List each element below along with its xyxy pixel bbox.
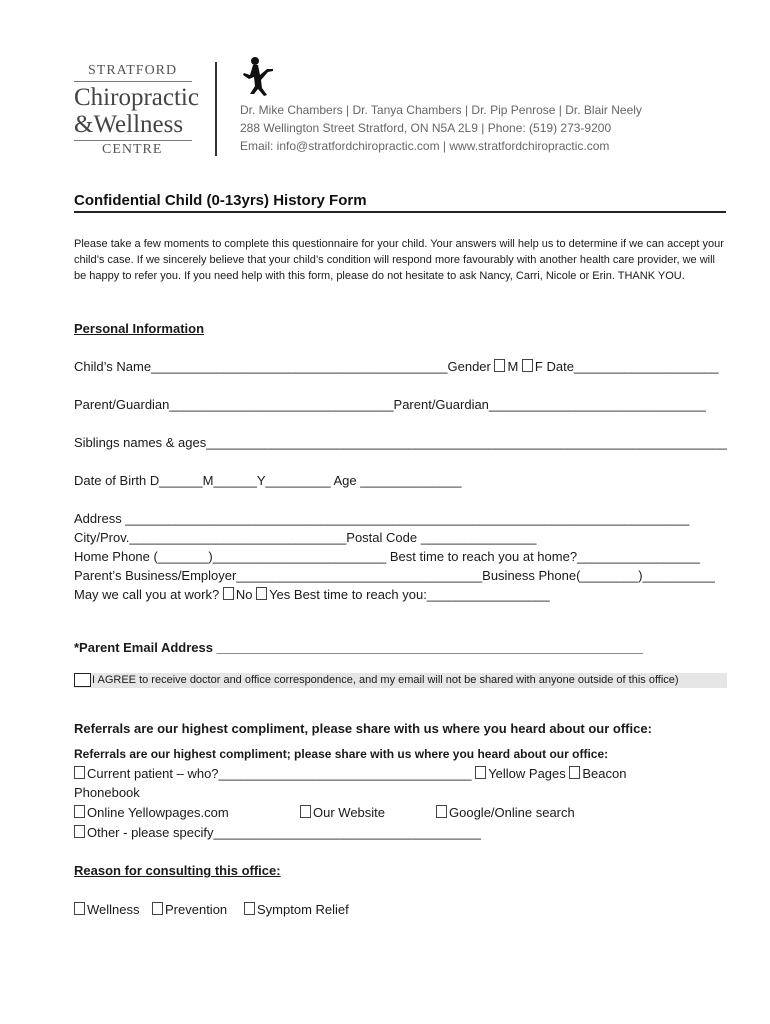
gender-f-date-field[interactable]: F Date____________________ <box>534 359 719 374</box>
call-at-work-row <box>74 587 550 602</box>
other-option <box>74 825 481 840</box>
yellow-pages-label: Yellow Pages <box>488 766 570 781</box>
address-field[interactable]: Address ______________________________________________________________________________ <box>74 511 690 526</box>
prevention-checkbox[interactable] <box>152 902 163 915</box>
online-yellowpages-option <box>74 805 229 820</box>
child-name-row <box>74 359 719 374</box>
beacon-label: Beacon <box>582 766 627 781</box>
header-contact: Email: info@stratfordchiropractic.com | www.stratfordchiropractic.com <box>240 139 610 153</box>
symptom-relief-option <box>244 902 349 917</box>
our-website-checkbox[interactable] <box>300 805 311 818</box>
online-yellowpages-checkbox[interactable] <box>74 805 85 818</box>
current-patient-field[interactable]: Current patient – who?___________________________________ <box>87 766 476 781</box>
form-title: Confidential Child (0-13yrs) History Form <box>74 192 367 209</box>
call-yes-best-time-field[interactable]: Yes Best time to reach you:_________________ <box>269 587 550 602</box>
beacon-checkbox[interactable] <box>569 766 580 779</box>
parent-email-field[interactable]: *Parent Email Address ___________________________________________________________ <box>74 640 644 655</box>
business-field[interactable]: Parent’s Business/Employer__________________________________Business Phone(________)__________ <box>74 568 715 583</box>
gender-f-checkbox[interactable] <box>522 359 533 372</box>
yellow-pages-checkbox[interactable] <box>475 766 486 779</box>
gender-m-label: M <box>507 359 522 374</box>
wellness-option <box>74 902 140 917</box>
agree-checkbox[interactable] <box>74 673 91 687</box>
city-postal-field[interactable]: City/Prov.______________________________Postal Code ________________ <box>74 530 537 545</box>
personal-info-heading: Personal Information <box>74 321 205 336</box>
intro-paragraph: Please take a few moments to complete this questionnaire for your child. Your answers will help us to determine if we can accept your child’s case. If we sincerely believe that your child’s condition will respond more favourably with another health care provider, we will be happy to refer you. If you need help with this form, please do not hesitate to ask Nancy, Carri, Nicole or Erin. THANK YOU. <box>74 238 724 282</box>
other-checkbox[interactable] <box>74 825 85 838</box>
call-yes-checkbox[interactable] <box>256 587 267 600</box>
reason-heading: Reason for consulting this office: <box>74 863 281 878</box>
logo-bottom-text: CENTRE <box>102 142 163 157</box>
google-option <box>436 805 575 820</box>
prevention-label: Prevention <box>165 902 228 917</box>
symptom-relief-checkbox[interactable] <box>244 902 255 915</box>
siblings-field[interactable]: Siblings names & ages________________________________________________________________________ <box>74 435 727 450</box>
logo-top-text: STRATFORD <box>88 63 178 78</box>
call-no-checkbox[interactable] <box>223 587 234 600</box>
referral-row-1 <box>74 766 626 781</box>
header-address: 288 Wellington Street Stratford, ON N5A 2L9 | Phone: (519) 273-9200 <box>240 121 612 135</box>
referrals-subheading: Referrals are our highest compliment; please share with us where you heard about our office: <box>74 747 609 761</box>
date-of-birth-field[interactable]: Date of Birth D______M______Y_________ Age ______________ <box>74 473 462 488</box>
referrals-heading: Referrals are our highest compliment, please share with us where you heard about our office: <box>74 721 652 736</box>
other-specify-field[interactable]: Other - please specify_____________________________________ <box>87 825 481 840</box>
current-patient-checkbox[interactable] <box>74 766 85 779</box>
home-phone-field[interactable]: Home Phone (_______)________________________ Best time to reach you at home?_________________ <box>74 549 700 564</box>
agree-text: I AGREE to receive doctor and office correspondence, and my email will not be shared with anyone outside of this office) <box>92 674 679 686</box>
parent-guardian-field[interactable]: Parent/Guardian_______________________________Parent/Guardian______________________________ <box>74 397 706 412</box>
header-divider <box>215 62 217 156</box>
google-checkbox[interactable] <box>436 805 447 818</box>
logo-line1: Chiropractic <box>74 84 199 111</box>
online-yellowpages-label: Online Yellowpages.com <box>87 805 229 820</box>
gender-m-checkbox[interactable] <box>494 359 505 372</box>
call-at-work-label: May we call you at work? <box>74 587 223 602</box>
logo-line2: &Wellness <box>74 111 184 138</box>
call-no-label: No <box>235 587 257 602</box>
google-label: Google/Online search <box>449 805 575 820</box>
symptom-relief-label: Symptom Relief <box>257 902 349 917</box>
header-doctors: Dr. Mike Chambers | Dr. Tanya Chambers | Dr. Pip Penrose | Dr. Blair Neely <box>240 103 642 117</box>
child-name-field[interactable]: Child’s Name_________________________________________Gender <box>74 359 495 374</box>
logo-rule-bottom <box>74 140 192 141</box>
phonebook-label: Phonebook <box>74 785 140 800</box>
title-rule <box>74 211 726 213</box>
our-website-option <box>300 805 385 820</box>
wellness-label: Wellness <box>87 902 140 917</box>
martial-arts-figure-icon <box>240 55 276 97</box>
wellness-checkbox[interactable] <box>74 902 85 915</box>
our-website-label: Our Website <box>313 805 386 820</box>
logo-rule-top <box>74 81 192 82</box>
prevention-option <box>152 902 227 917</box>
